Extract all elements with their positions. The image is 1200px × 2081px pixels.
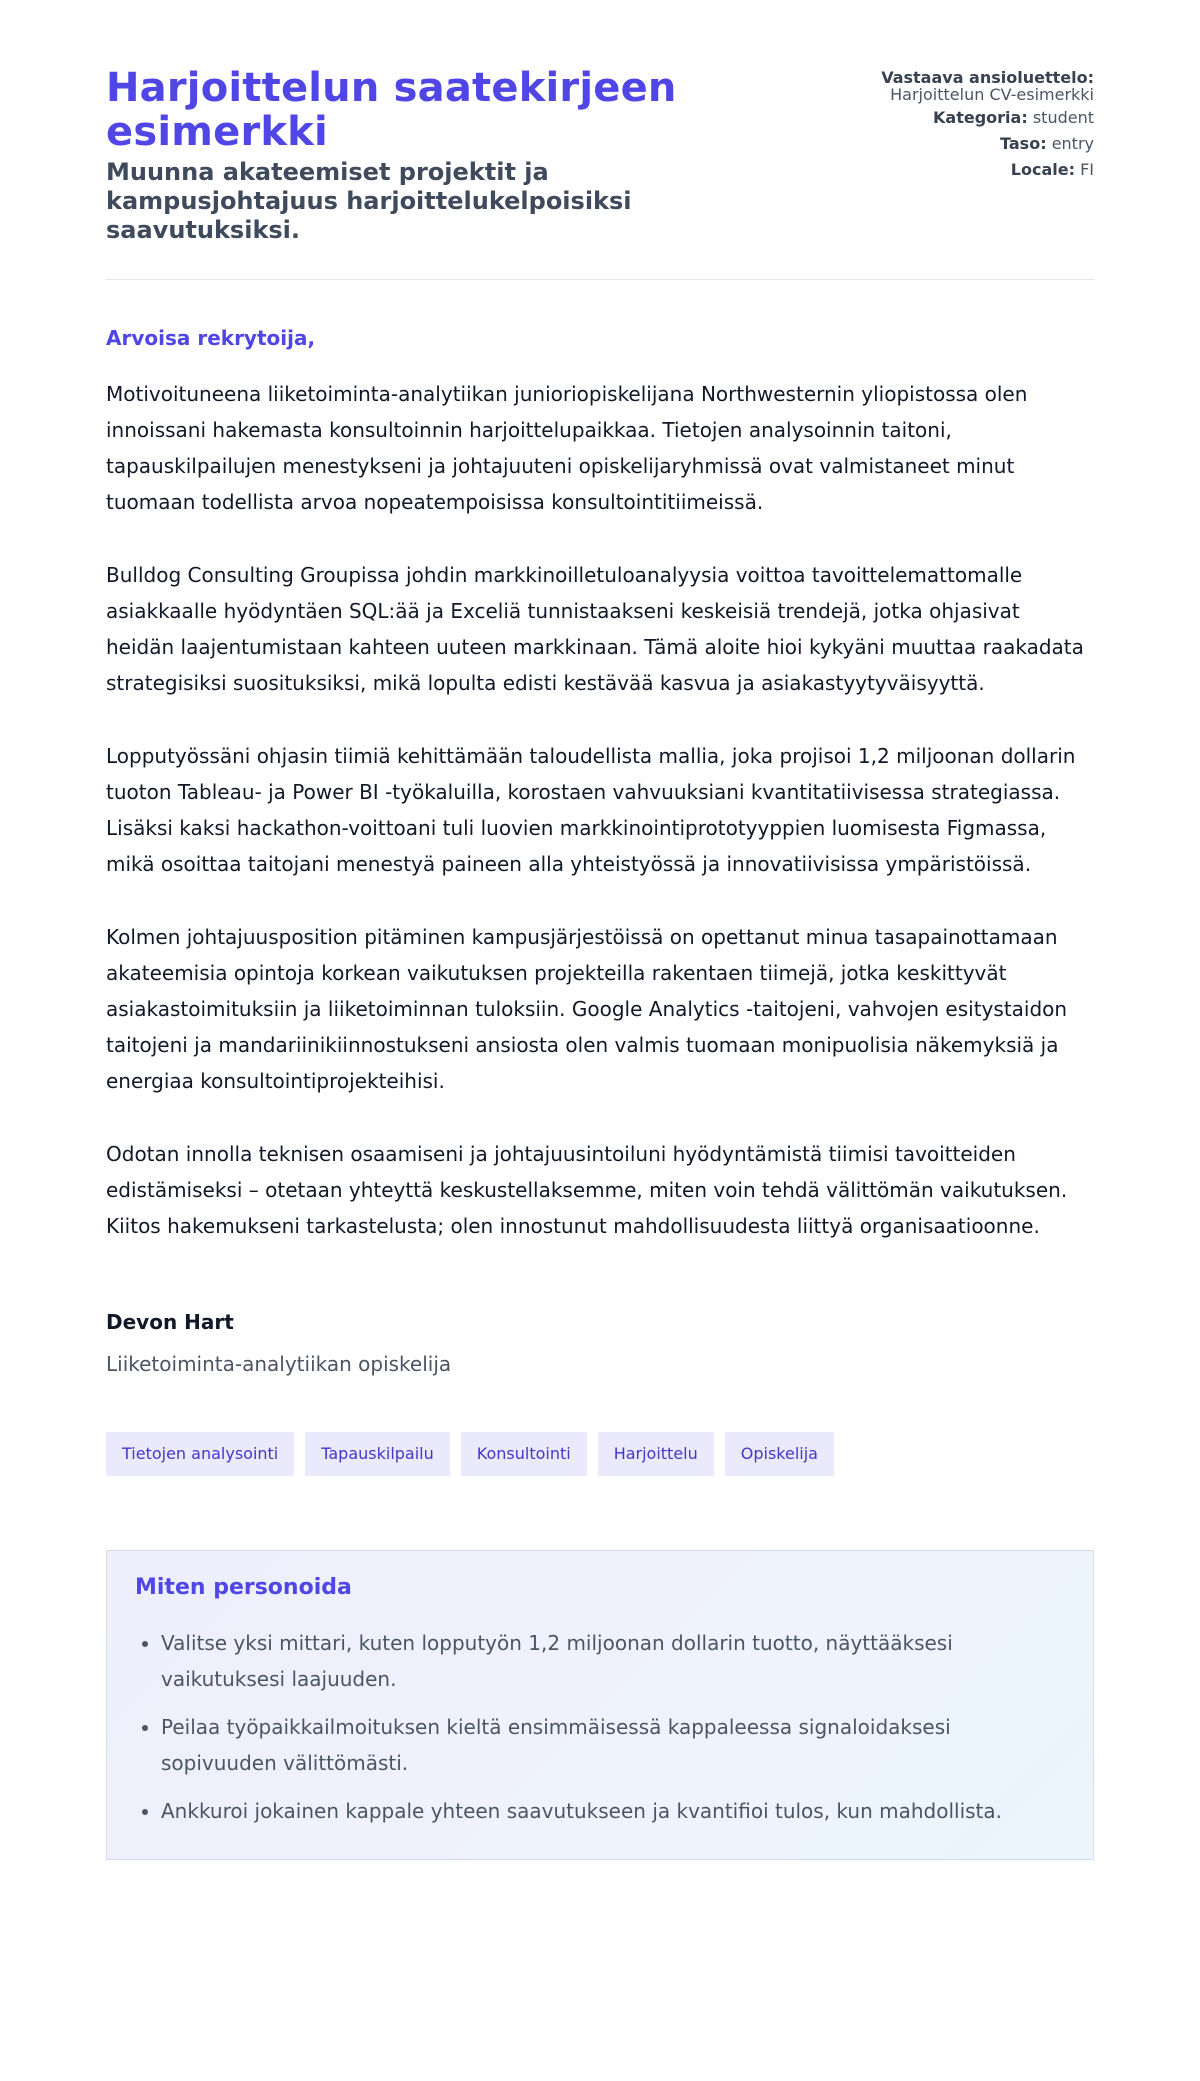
tag-student: Opiskelija <box>725 1432 834 1476</box>
tip-item: • Valitse yksi mittari, kuten lopputyön 1,2 miljoonan dollarin tuotto, näyttääksesi vaikutuksesi laajuuden. <box>161 1625 1065 1697</box>
meta-locale-value: FI <box>1080 160 1094 179</box>
letter-paragraph: Lopputyössäni ohjasin tiimiä kehittämään taloudellista mallia, joka projisoi 1,2 miljoonan dollarin tuoton Tableau- ja Power BI -työkaluilla, korostaen vahvuuksiani kvantitatiivisessa strategiassa. Lisäksi kaksi hackathon-voittoani tuli luovien markkinointiprototyyppien luomisesta Figmassa, mikä osoittaa taitojani menestyä paineen alla yhteistyössä ja innovatiivisissa ympäristöissä. <box>106 744 1076 876</box>
letter-paragraph: Bulldog Consulting Groupissa johdin markkinoilletuloanalyysia voittoa tavoittelemattomalle asiakkaalle hyödyntäen SQL:ää ja Exceliä tunnistaakseni keskeisiä trendejä, jotka ohjasivat heidän laajentumistaan kahteen uuteen markkinaan. Tämä aloite hioi kykyäni muuttaa raakadata strategisiksi suosituksiksi, mikä lopulta edisti kestävää kasvua ja asiakastyytyväisyyttä. <box>106 563 1084 695</box>
letter <box>106 326 1094 1376</box>
tip-item: • Peilaa työpaikkailmoituksen kieltä ensimmäisessä kappaleessa signaloidaksesi sopivuuden välittömästi. <box>161 1709 1065 1781</box>
tag-case-competition: Tapauskilpailu <box>305 1432 450 1476</box>
tips-title: Miten personoida <box>135 1575 352 1600</box>
meta-level-value: entry <box>1051 134 1094 153</box>
tag-list <box>106 1432 1094 1476</box>
header-divider <box>106 279 1094 280</box>
letter-paragraph: Odotan innolla teknisen osaamiseni ja johtajuusintoiluni hyödyntämistä tiimisi tavoitteiden edistämiseksi – otetaan yhteyttä keskustellaksemme, miten voin tehdä välittömän vaikutuksen. Kiitos hakemukseni tarkastelusta; olen innostunut mahdollisuudesta liittyä organisaatioonne. <box>106 1142 1068 1238</box>
letter-paragraph: Kolmen johtajuusposition pitäminen kampusjärjestöissä on opettanut minua tasapainottamaan akateemisia opintoja korkean vaikutuksen projekteilla rakentaen tiimejä, jotka keskittyvät asiakastoimituksiin ja liiketoiminnan tuloksiin. Google Analytics -taitojeni, vahvojen esitystaidon taitojeni ja mandariinikiinnostukseni ansiosta olen valmis tuomaan monipuolisia näkemyksiä ja energiaa konsultointiprojekteihisi. <box>106 925 1068 1093</box>
personalization-tips-box <box>106 1550 1094 1860</box>
signature-block <box>106 1310 1094 1376</box>
tag-consulting: Konsultointi <box>461 1432 587 1476</box>
tip-item: • Ankkuroi jokainen kappale yhteen saavutukseen ja kvantifioi tulos, kun mahdollista. <box>161 1793 1065 1829</box>
meta-category <box>881 108 1094 127</box>
signature-role: Liiketoiminta-analytiikan opiskelija <box>106 1352 452 1376</box>
letter-paragraph: Motivoituneena liiketoiminta-analytiikan junioriopiskelijana Northwesternin yliopistossa olen innoissani hakemasta konsultoinnin harjoittelupaikkaa. Tietojen analysoinnin taitoni, tapauskilpailujen menestykseni ja johtajuuteni opiskelijaryhmissä ovat valmistaneet minut tuomaan todellista arvoa nopeatempoisissa konsultointitiimeissä. <box>106 382 1028 514</box>
meta-panel <box>881 66 1094 186</box>
meta-locale <box>881 160 1094 179</box>
meta-category-label: Kategoria: <box>933 108 1028 127</box>
letter-greeting: Arvoisa rekrytoija, <box>106 326 316 350</box>
page-title: Harjoittelun saatekirjeen esimerkki <box>106 65 677 155</box>
cover-letter-page <box>106 0 1094 1860</box>
page-subtitle: Muunna akateemiset projektit ja kampusjohtajuus harjoittelukelpoisiksi saavutuksiksi. <box>106 158 632 244</box>
signature-name: Devon Hart <box>106 1310 234 1334</box>
meta-matching-resume-value: Harjoittelun CV-esimerkki <box>890 85 1094 104</box>
meta-matching-resume <box>881 68 1094 104</box>
meta-category-value: student <box>1032 108 1094 127</box>
tag-internship: Harjoittelu <box>598 1432 714 1476</box>
meta-matching-resume-label: Vastaava ansioluettelo: <box>881 68 1094 87</box>
letter-body <box>106 376 1094 1244</box>
tips-list <box>135 1625 1065 1829</box>
meta-locale-label: Locale: <box>1010 160 1075 179</box>
tag-data-analysis: Tietojen analysointi <box>106 1432 294 1476</box>
meta-level-label: Taso: <box>1000 134 1047 153</box>
title-block <box>106 66 706 245</box>
page-header <box>106 66 1094 245</box>
meta-level <box>881 134 1094 153</box>
